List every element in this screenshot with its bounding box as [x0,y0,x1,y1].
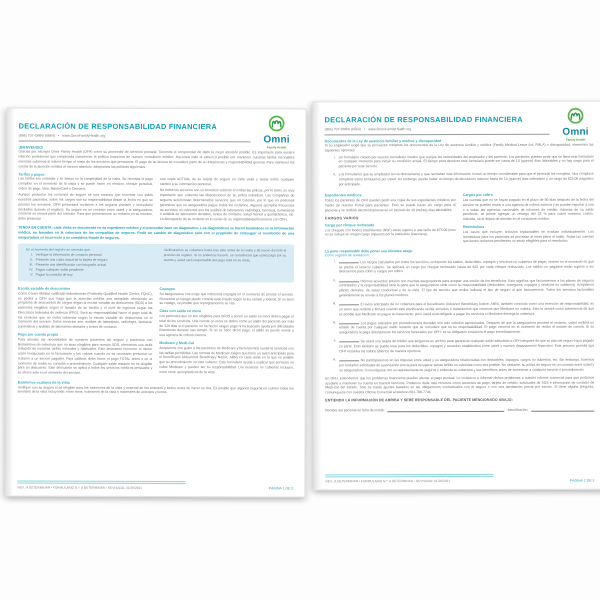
initialed-clause [325,319,594,337]
clause-body: Hicimos acuerdos previos con muchas aseguradoras para aceptar una cesión de los beneficios. Esto significa que facturaremos a los planes de seguros contratados y la responsabilidad será la parte que la aseguradora cede como su responsabilidad (deducibles, coseguros, copagos y servicios no cubiertos). Aceptamos planes dentales, de salud conductual y de la vista. El tipo de servicio que reciba indicará el tipo de seguro al que facturaremos. Todos los servicios facturables generalmente se envían a los planes médicos. [338,278,594,298]
initialed-clause [325,301,594,319]
list-numeral: II. [30,257,34,262]
initialed-clause [325,277,594,299]
list-item-text: Verifique la información de contacto personal [35,252,102,257]
initialed-clause [325,259,594,277]
clause-text [339,301,594,317]
id-field[interactable] [531,407,594,412]
nsf-paragraph: Los cheques con fondos insuficientes (NSF) están sujetos a una tarifa de $75.00 (esto no se incluye en ningún cargo impuesto por la institución financiera). [324,227,456,237]
clause-body: Los pagos cobrados por procedimientos dentales son solo cálculos aproximados. Después de que la aseguradora procese el reclamo, usted recibirá un estado de cuenta por cualquier saldo restante que se considere que es su responsabilidad. El pago vencerá en el momento de recibir el estado de cuenta. Si su aseguradora le paga directamente los servicios facturados por OFH, es su obligación enviarnos el pago inmediatamente. [339,320,595,335]
page-number: PÁGINA 2 DE 2 [569,478,595,483]
initialed-clause [325,357,594,375]
section-heading-collections: Cargos por cobro [462,193,493,198]
list-numeral: V. [30,272,34,277]
fmla-option [325,154,594,171]
clause-numeral: ii. [333,277,336,282]
fmla-intro: Si su empleador exige que su proveedor complete los documentos de la Ley de ausencia familiar y médica (Family Medical Leave Act, FMLA) o discapacidad, ofrecemos las siguientes opciones: [324,142,594,153]
clause-body: El aviso anticipado de no cobertura para el beneficiario (Advance Beneficiary Notice, ABN), también conocido como una exención de responsabilidad, es un aviso que recibirá y firmará cuando esté planificando recibir servicios o tratamientos que creamos que Medicare no cubrirá. Esto le servirá como advertencia de que es posible que Medicare no pague su tratamiento, pero usted está obligado a pagar los servicios si Medicare deniega la cobertura. [339,301,595,316]
patient-name-label: Nombre del paciente en letra de molde: [325,408,385,413]
list-numeral: III. [29,262,34,267]
revision-info: REV.: A DETERMINAR • FORMULARIO N.º: A DETERMINAR • REVISADO: 01/29/2021 [17,485,142,490]
list-numeral: IV. [29,267,34,272]
acknowledgment-statement: ENTIENDO LA INFORMACIÓN DE ARRIBA Y SERÉ RESPONSABLE DEL PACIENTE MENCIONADO ABAJO: [325,397,513,403]
checkin-requirements-box [18,243,294,282]
please-note-callout: TENGA EN CUENTA: cada visita se documenta en su expediente médico y el proveedor hace un diagnóstico. Los diagnósticos se hacen basándose en la información médica, no basados en la cobertura de las compañías de seguros. Pedir un cambio de diagnóstico solo con el propósito de conseguir el reembolso de una aseguradora es incorrecto y se considera fraude de seguros. [18,225,295,241]
sliding-scale-paragraph: Como Centro Médico calificado federalmente (Federally Qualified Health Center, FQHC), se pedirá a OFH que haga que la atención médica sea asequible ofreciendo un programa de descuentos de cargos según la escala variable de descuentos (SDS) a los pacientes elegibles según el tamaño de su familia y el nivel de ingresos según las Directrices federales de pobreza (FPG). Será su responsabilidad hacer el pago total de los servicios que no están cubiertos según la escala variable de descuentos en el momento del servicio. Estos servicios son: análisis de laboratorio, radiología, farmacia, suministros y análisis de laboratorio dentales y lentes de contacto. [17,291,153,330]
footer-divider [17,480,185,484]
fees-paragraph: Aunque presentar los reclamos de seguro es una cortesía que tenemos con todos nuestros pacientes, todos los cargos son su responsabilidad desde la fecha en que se prestan los servicios. OFH presentará reclamos a los seguros primario y secundario (incluidos durante el registro). Su seguro es un contrato entre usted y la aseguradora; nosotros no somos parte del contrato. Para que presentemos un reclamo en su nombre, debe presentar [18,192,153,221]
vision-paragraph: Verifique con su seguro si es elegible para los exámenes de la vista y material de los anteojos y lentes antes de hacer su cita. Es posible que algunos seguros no cubran todos los servicios de la vista incluyendo, entre otros, exámenes de la vista o materiales de anteojos y lentes. [17,385,294,395]
fees-paragraph: No todos los servicios son un beneficio cubierto en todas las pólizas; por lo tanto, es muy importante que entienda las disposiciones de su póliza individual. Las compañías de seguros seleccionan determinados servicios que no cubrirán, por lo que no podemos garantizar que su aseguradora pague todos los reclamos. Algunos ejemplos frecuentes de servicios no cubiertos son los análisis de laboratorio, radiología, farmacia, suministros o análisis de laboratorio dentales, lentes de contacto, salud mental y quiropráctica, etc. La denegación de su reclamo no lo exime de su responsabilidad financiera con OFH. [159,188,295,222]
refunds-paragraph: Los casos que incluyen artículos implantables se evalúan individualmente. Los reembolsos para los pacientes se procesan al tener pleno el saldo. Todas las cuentas que tienen reclamos pendientes no serán elegibles para el reembolso. [462,229,594,244]
section-heading-medical-records: Expedientes médicos [324,193,362,198]
collections-paragraph: Las cuentas que no se hayan pagado en el plazo de 90 días después de la fecha del servicio se pueden enviar a una agencia de cobros externa y se pueden reportar a una o a todas las agencias nacionales de informes de crédito. Además de su saldo pendiente, se puede agregar un recargo del 33 % para cubrir nuestros costos. Además, se le dejará de atender en el consultorio médico. [462,197,594,222]
fees-paragraph: Las tarifas son estándar y se basan en la complejidad de la visita. Se necesita el pago completo en el momento de la visita y se puede hacer en efectivo, cheque personal, orden de pago, Visa, MasterCard o Discover. [18,176,153,191]
initialed-clause [325,338,594,356]
clause-numeral: v. [333,338,337,343]
list-numeral: ii. [333,172,336,177]
list-item-text: Presente una copia actual de la tarjeta de seguro [35,257,108,262]
clause-numeral: i. [334,259,336,264]
list-item-text: Pague la consulta de hoy [35,272,73,277]
copays-paragraph: Su aseguradora nos exige que cobremos copagos en el momento de prestar el servicio. Renunciar al copago puede considerarse fraude según la ley estatal y federal. Si no tiene su copago, es posible que reprogramemos su cita. [159,291,295,306]
page-footer [17,480,293,490]
past-due-paragraph: Los pacientes que no son elegibles para SFDS y tienen un saldo en mora deben pagar el total de los servicios. Una cuenta en mora se define como un saldo del paciente por más de 120 días si el paciente no ha hecho ningún pago ni ha buscado ayuda por dificultades financieras durante ese tiempo. Si no se hace dicho pago, el saldo se puede remitir a una agencia de cobros externa. [159,314,294,338]
contact-line [325,127,550,135]
fmla-option [325,172,594,189]
initials-blank-line[interactable] [339,301,359,305]
clause-body: Los cargos calculados por todos los servicios, incluyendo los saldos, deducibles, copagos y servicios no cubiertos de pagar, vencen en el momento en que se presta el servicio cubierto. Se aplicará un cargo por cheque rechazado hasta de $25 por cada cheque rechazado. Los saldos no pagados están sujetos a los descuentos para cobro y cargos por cobro. [338,259,594,274]
bullet-separator: • [57,133,60,138]
clause-text [339,357,594,373]
page-number: PÁGINA 1 DE 2 [268,486,294,491]
clause-numeral: vi. [332,357,337,362]
patient-name-field[interactable] [388,407,505,412]
section-heading-past-due: Citas con saldo en mora [159,309,202,314]
medical-records-paragraph: Todos los pacientes de OFH pueden pedir una copia de sus expedientes médicos por medio de nuestro Portal para pacientes. Esto se puede hacer sin cargo para el paciente y se recibirá electrónicamente en un período de 10 (treinta) días laborables. [324,197,456,212]
section-heading-fees: Tarifas y pagos [18,172,45,177]
initials-blank-line[interactable] [339,320,359,324]
clause-body: No participaremos en las disputas entre usted y su aseguradora relacionadas con deducibles, copagos, cargos no cubiertos, etc. Sin embargo, haremos por enviarles solicitudes de autorización previa para recuperar tantas tarifas no cubiertas como sea posible. No obstante, su póliza de seguro es un contrato entre usted y su aseguradora. Comuníquese con su representante de seguros y entienda su cobertura y sus beneficios antes de someterse a cualquier servicio o procedimiento. [339,357,595,372]
coverage-verification-note: Verificaremos su cobertura hasta tres días antes de su visita y de nuevo durante el proceso de registro. Si no podemos hacerlo, se considerará que usted paga por su cuenta y usted será responsable del pago total en su visita. [163,247,287,263]
clause-text [339,277,594,298]
page-title: DECLARACIÓN DE RESPONSABILIDAD FINANCIERA [324,114,523,125]
revision-info: REV.: A DETERMINAR • FORMULARIO N.º: A DETERMINAR • REVISADO: 01/29/2021 [325,479,451,484]
phone-number: (866) 707-OMNI (6664) [324,127,361,132]
section-heading-sliding-scale: Escala variable de descuentos [18,286,71,291]
clause-text [339,259,594,275]
welcome-paragraph: Gracias por escoger Omni Family Health (OFH) como su proveedor de atención primaria. Tenemos el compromiso de darle la mejor atención posible. Es importante para nuestra relación profesional que comprenda claramente la política financiera de nuestro consultorio médico. Hacemos todo el esfuerzo posible por mantener nuestras tarifas razonables mientras cubrimos al mismo tiempo el costo de los servicios que prestamos. El pago de su factura se considera parte de su tratamiento y responsabilidad general. Para mantener los costos de la atención médica al mínimo absoluto, adoptamos las políticas siguientes: [18,149,295,169]
contact-line [19,134,251,142]
initials-instruction: La parte responsable debe poner sus iniciales abajo. [324,248,413,254]
logo-wordmark: Omni [562,126,589,138]
section-heading-medicare: Medicare y Medi-Cal [159,341,194,346]
initials-blank-line[interactable] [339,357,359,361]
footer-divider [325,474,493,478]
list-numeral: i. [333,154,336,159]
logo-tagline: Family Health [266,144,287,149]
section-heading-refunds: Reembolsos [462,224,485,229]
disclosure-record-label: Como registro de revelación: [324,253,370,258]
section-heading-nsf: Cargo por cheque rechazado [324,223,375,228]
initials-blank-line[interactable] [339,339,359,343]
clause-text [339,319,594,335]
checkin-box-heading: En el momento del registro se necesita que: [26,247,91,252]
page-title: DECLARACIÓN DE RESPONSABILIDAD FINANCIERA [18,121,217,132]
list-numeral: I. [31,252,34,257]
omni-family-health-logo [556,107,596,142]
fmla-option-text: Los formularios que su empleador envía directamente y que necesitan más información toman un tiempo considerable para que el personal los complete. Nos complace completar estos formularios por usted; sin embargo, puede haber un tiempo de devolución máximo hasta de 14 (quince) días calendario y un cargo de $25.00 pagadero por anticipado. [338,171,594,187]
section-heading-fmla: Documentos de la Ley de ausencia familiar y médica y discapacidad [324,138,442,143]
document-page-2 [312,101,600,491]
list-item-text: Pague cualquier saldo pendiente [35,267,84,272]
signature-row [325,407,594,413]
checkin-list-item [26,272,155,277]
closing-paragraph: En OFH, entendemos que los problemas financieros pueden afectar el pago puntual. Lo invitamos a informar dichos problemas a nuestro informe comercial para que podamos ayudarlo a mantener su cuenta en buenos términos. Podemos darle más recursos como acuerdos de pago, tarjeta de crédito, solicitudes de SDS e información de contacto de Medi-Cal del estado. Solo se harán ajustes basados en las obligaciones contractuales con el seguro o con una aprobación previa por escrito. Si tiene alguna pregunta, comuníquese con nuestra Oficina Comercial al teléfono 661-708-7746. [325,375,595,395]
list-item-text: Presente una identificación con fotografía actual [35,262,107,267]
initials-blank-line[interactable] [339,259,359,263]
page-footer [325,473,594,483]
logo-wordmark: Omni [263,134,290,146]
medicare-paragraph: Aceptamos con gusto a los pacientes de Medicare y facturaremos nuestros servicios con las tarifas permitidas. Las normas de Medicare exigen que firme un aviso anticipado para el beneficiario (Advanced Beneficiary Notice, ABN) en cada visita en la que es posible que su procedimiento no esté cubierto. Este formulario ayuda a explicar qué servicios no cubre Medicare y pueden ser su responsabilidad. Los servicios no cubiertos incluyen, entre otros, quiroprácticos de la vista. [159,345,294,374]
self-pay-paragraph: Para atender las necesidades de nuestros pacientes sin seguro y pacientes con limitaciones de cobertura que no sean elegibles para nuestro SDS, ofrecemos una tarifa reducida de nuestras tarifas normales y habituales. Este descuento reconoce el menor costo involucrado en la facturación y los cobros cuando no es necesario presentar un reclamo a un tercero pagador. Para calificar, debe hacer el pago TOTAL antes o en el momento de recibir su consulta o procedimiento. Cualquier saldo restante no es elegible para un descuento. Este descuento se aplica a todos los servicios médicos prestados y se ofrece solo en el momento del servicio. [17,337,153,375]
fmla-option-text: Un formulario creado por nuestro consultorio médico que cumple las necesidades del empleador y del paciente. Los pacientes pueden pedir que se llene este formulario en cualquier momento para incluir su condición actual. El tiempo para devolver este formulario puede ser hasta de 10 (quince) días laborables y no hay cargo para el paciente por este servicio. [338,154,594,169]
section-heading-misc-charges: CARGOS VARIOS [324,215,359,221]
document-page-1 [5,107,306,497]
clause-numeral: iii. [332,301,337,306]
bullet-separator: • [363,127,366,132]
clause-body: Se usará una tarjeta de crédito que tengamos en archivo para garantizar cualquier saldo adeudado a OFH después de que su plan de seguro haya pagado su parte. Esto también se puede usar para los deducibles, copagos y acuerdos establecidos entre usted y nuestro departamento financiero. Este proceso permite que OFH resuelva los saldos abiertos de manera oportuna. [339,339,595,354]
clause-numeral: iv. [332,320,337,325]
website-url: www.OmniFamilyHealth.org [368,127,412,132]
website-url: www.OmniFamilyHealth.org [62,133,106,138]
section-heading-self-pay: Pago por cuenta propia [17,332,59,337]
phone-number: (866) 707-OMNI (6664) [18,133,55,138]
section-heading-welcome: ¡BIENVENIDO! [18,145,44,150]
section-heading-vision: Exámenes oculares de la vista [17,380,70,385]
initials-blank-line[interactable] [339,278,359,282]
id-label: Identificación: [507,407,529,412]
fees-paragraph: una copia ACTUAL de su tarjeta de seguro en cada visita y avisar sobre cualquier cambio a su información personal. [159,177,295,187]
omni-family-health-logo [257,114,297,149]
section-heading-copays: Copagos [159,286,175,292]
logo-tagline: Family Health [565,137,586,142]
clause-text [339,338,594,354]
